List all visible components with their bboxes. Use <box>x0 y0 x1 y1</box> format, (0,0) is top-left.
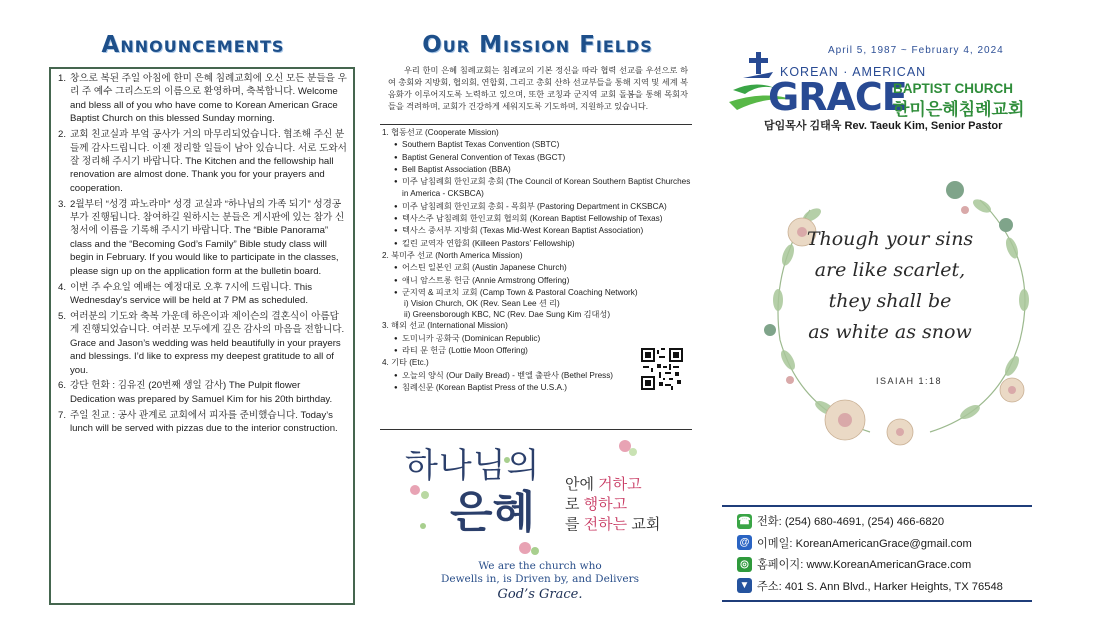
announcement-number: 6. <box>58 380 67 392</box>
logo-korean-name: 한미은혜침례교회 <box>893 100 1025 119</box>
mission-item <box>382 164 692 176</box>
mission-divider-bottom <box>380 429 692 430</box>
mission-divider-top <box>380 124 692 125</box>
mission-section-heading: 2. 북미주 선교 (North America Mission) <box>382 250 523 260</box>
announcement-item <box>58 281 347 308</box>
contact-text[interactable]: 주소: 401 S. Ann Blvd., Harker Heights, TX 76548 <box>757 580 1003 593</box>
mission-item <box>382 152 692 164</box>
mission-item-text: 킬린 교역자 연합회 (Killeen Pastors’ Fellowship) <box>402 238 575 248</box>
bullet-icon: ● <box>394 277 398 284</box>
announcement-item <box>58 310 347 377</box>
bullet-icon: ● <box>394 384 398 391</box>
mission-item <box>382 333 692 345</box>
qr-code-icon[interactable] <box>641 348 683 390</box>
verse-reference: ISAIAH 1:18 <box>876 376 943 386</box>
graphic-english-text: We are the church who Dewells in, is Driven by, and Delivers <box>440 560 640 585</box>
contact-rule-top <box>722 505 1032 507</box>
contact-row <box>737 535 1037 551</box>
mission-item-text: 텍사스 중서부 지방회 (Texas Mid-West Korean Baptist Association) <box>402 226 644 236</box>
bullet-icon: ● <box>394 216 398 223</box>
announcement-text: 이번 주 수요일 예배는 예정대로 오후 7시에 드립니다. This Wednesday’s service will be held at 7 PM as scheduled. <box>70 281 313 306</box>
mission-item-text: 오늘의 양식 (Our Daily Bread) - 벧엘 출판사 (Bethel Press) <box>402 370 614 380</box>
mission-item-text: 미주 남침례회 한인교회 총회 - 목회부 (Pastoring Department in CKSBCA) <box>402 201 667 211</box>
graphic-phrase-3: 를 전하는 교회 <box>565 516 661 533</box>
announcement-text: 강단 헌화 : 김유진 (20번째 생일 감사) The Pulpit flower Dedication was prepared by Samuel Kim for his 20th birthday. <box>70 380 333 405</box>
mission-item <box>382 201 692 213</box>
senior-pastor: 담임목사 김태욱 Rev. Taeuk Kim, Senior Pastor <box>764 120 1003 132</box>
mission-item-text: Southern Baptist Texas Convention (SBTC) <box>402 140 560 150</box>
announcements-list <box>58 72 347 436</box>
announcement-number: 1. <box>58 73 67 84</box>
mission-item-text: 텍사스주 남침례회 한인교회 협의회 (Korean Baptist Fellowship of Texas) <box>402 214 663 224</box>
mission-item <box>382 176 692 201</box>
mission-item <box>382 262 692 274</box>
mission-item-text: 애니 암스트롱 헌금 (Annie Armstrong Offering) <box>402 275 570 285</box>
contact-rule-bottom <box>722 600 1032 602</box>
mission-item <box>382 275 692 287</box>
mission-item-text: 침례신문 (Korean Baptist Press of the U.S.A.) <box>402 382 567 392</box>
mission-item-text: Bell Baptist Association (BBA) <box>402 164 511 174</box>
mission-item <box>382 287 692 299</box>
announcement-number: 3. <box>58 198 67 210</box>
announcements-title: Announcements <box>101 32 285 58</box>
announcement-text: 여러분의 기도와 축복 가운데 하은이과 제이슨의 결혼식이 아름답게 진행되었습니다. 여러분 모두에게 깊은 감사의 마음을 전합니다. Grace and Jason’s wedding was held beautifully in your prayers and blessings. I’d like to express my deepest gratitude to all of you. <box>70 310 345 376</box>
contact-text[interactable]: 이메일: KoreanAmericanGrace@gmail.com <box>757 537 972 550</box>
mission-title: Our Mission Fields <box>422 32 653 58</box>
graphic-phrase-1: 안에 거하고 <box>565 476 642 493</box>
announcement-item <box>58 128 347 195</box>
bullet-icon: ● <box>394 335 398 342</box>
announcement-text: 2월부터 “성경 파노라마” 성경 교실과 “하나님의 가족 되기” 성경공부가 진행됩니다. 참여하길 원하시는 분들은 게시판에 있는 참가 신청서에 이름을 기록해 주시기 바랍니다. The “Bible Panorama” class and the “Becoming God’s Family” Bible study class will begin in February. If you would like to participate in the classes, please sign up on the application form at the bulletin board. <box>70 198 345 277</box>
bible-verse: Though your sins are like scarlet, they shall be as white as snow <box>806 228 974 343</box>
mission-item <box>382 225 692 237</box>
mission-section-heading: 1. 협동선교 (Cooperate Mission) <box>382 128 499 137</box>
bullet-icon: ● <box>394 203 398 210</box>
bullet-icon: ● <box>394 372 398 379</box>
announcement-item <box>58 379 347 406</box>
contact-row <box>737 578 1037 594</box>
contact-text[interactable]: 홈페이지: www.KoreanAmericanGrace.com <box>757 559 972 571</box>
contact-text[interactable]: 전화: (254) 680-4691, (254) 466-6820 <box>757 516 945 528</box>
announcement-item <box>58 198 347 278</box>
mission-item-text: Baptist General Convention of Texas (BGCT) <box>402 152 566 162</box>
graphic-gods-grace: God’s Grace. <box>497 587 583 602</box>
mission-item-text: 어스틴 일본인 교회 (Austin Japanese Church) <box>402 263 567 273</box>
contact-row <box>737 556 1037 572</box>
bullet-icon: ● <box>394 166 398 173</box>
mission-section-heading: 4. 기타 (Etc.) <box>382 358 429 368</box>
announcement-number: 4. <box>58 281 67 293</box>
bullet-icon: ● <box>394 154 398 161</box>
mission-item <box>382 238 692 250</box>
bullet-icon: ● <box>394 228 398 235</box>
mission-item-text: 도미니카 공화국 (Dominican Republic) <box>402 333 541 343</box>
mission-section-heading: 3. 해외 선교 (International Mission) <box>382 321 508 331</box>
globe-icon: ◎ <box>737 557 752 572</box>
announcement-number: 7. <box>58 409 67 421</box>
mission-item-text: 군지역 & 피코치 교회 (Camp Town & Pastoral Coaching Network) <box>402 287 638 297</box>
bullet-icon: ● <box>394 142 398 149</box>
mission-item <box>382 139 692 151</box>
bullet-icon: ● <box>394 179 398 186</box>
grace-church-graphic <box>395 438 695 608</box>
announcement-text: 주일 친교 : 공사 관계로 교회에서 피자를 준비했습니다. Today’s lunch will be served with pizzas due to the interior construction. <box>70 409 338 435</box>
phone-icon: ☎ <box>738 515 751 527</box>
mission-item-text: 라티 문 헌금 (Lottie Moon Offering) <box>402 345 528 355</box>
announcement-item <box>58 409 347 436</box>
announcement-text: 창으로 복된 주일 아침에 한미 은혜 침례교회에 오신 모든 분들을 우리 주 예수 그리스도의 이름으로 환영하며, 축복합니다. Welcome and bless all of you who have come to Korean American Grace Baptist Church on this blessed Sunday morning. <box>70 73 347 125</box>
graphic-phrase-2: 로 행하고 <box>565 496 628 513</box>
graphic-title-line2: 은혜 <box>450 487 536 538</box>
logo-korean-american: KOREAN · AMERICAN <box>780 65 927 79</box>
announcement-item <box>58 72 347 126</box>
mission-sub-item: i) Vision Church, OK (Rev. Sean Lee 션 리) <box>404 299 560 309</box>
graphic-title-line1: 하나님의 <box>405 446 541 486</box>
location-icon: ▼ <box>737 578 752 593</box>
mission-intro: 우리 한미 은혜 침례교회는 침례교의 기본 정신을 따라 협력 선교를 우선으로 하여 총회와 지방회, 협의회, 연합회, 그리고 총회 산하 선교부들을 통해 지역 및 세계 복음화가 이루어지도록 노력하고 있으며, 또한 코칭과 군지역 교회 돌봄을 통해 목회자들을 격려하며, 교회가 건강하게 세워지도록 기도하며, 지원하고 있습니다. <box>388 66 688 111</box>
mission-item-text: 미주 남침례회 한인교회 총회 (The Council of Korean Southern Baptist Churches in America - CKSBCA) <box>402 177 691 199</box>
bullet-icon: ● <box>394 289 398 296</box>
bullet-icon: ● <box>394 347 398 354</box>
email-icon: @ <box>737 535 752 550</box>
announcement-number: 5. <box>58 310 67 322</box>
logo-grace: GRACE <box>768 75 907 119</box>
bullet-icon: ● <box>394 240 398 247</box>
announcement-number: 2. <box>58 129 67 141</box>
announcements-box <box>49 67 355 605</box>
bullet-icon: ● <box>394 265 398 272</box>
church-dates: April 5, 1987 ~ February 4, 2024 <box>828 45 1004 56</box>
mission-item <box>382 213 692 225</box>
contact-row <box>737 513 1037 529</box>
announcement-text: 교회 친교실과 부엌 공사가 거의 마무리되었습니다. 협조해 주신 분들께 감사드립니다. 이젠 정리할 일들이 남아 있습니다. 서로 도와서 잘 정리해 주시기 바랍니다. The Kitchen and the fellowship hall renovation are almost done. Thank you for your prayers and cooperation. <box>70 129 347 194</box>
logo-baptist-church: BAPTIST CHURCH <box>893 81 1013 96</box>
mission-sub-item: ii) Greensborough KBC, NC (Rev. Dae Sung Kim 김대성) <box>404 309 611 319</box>
